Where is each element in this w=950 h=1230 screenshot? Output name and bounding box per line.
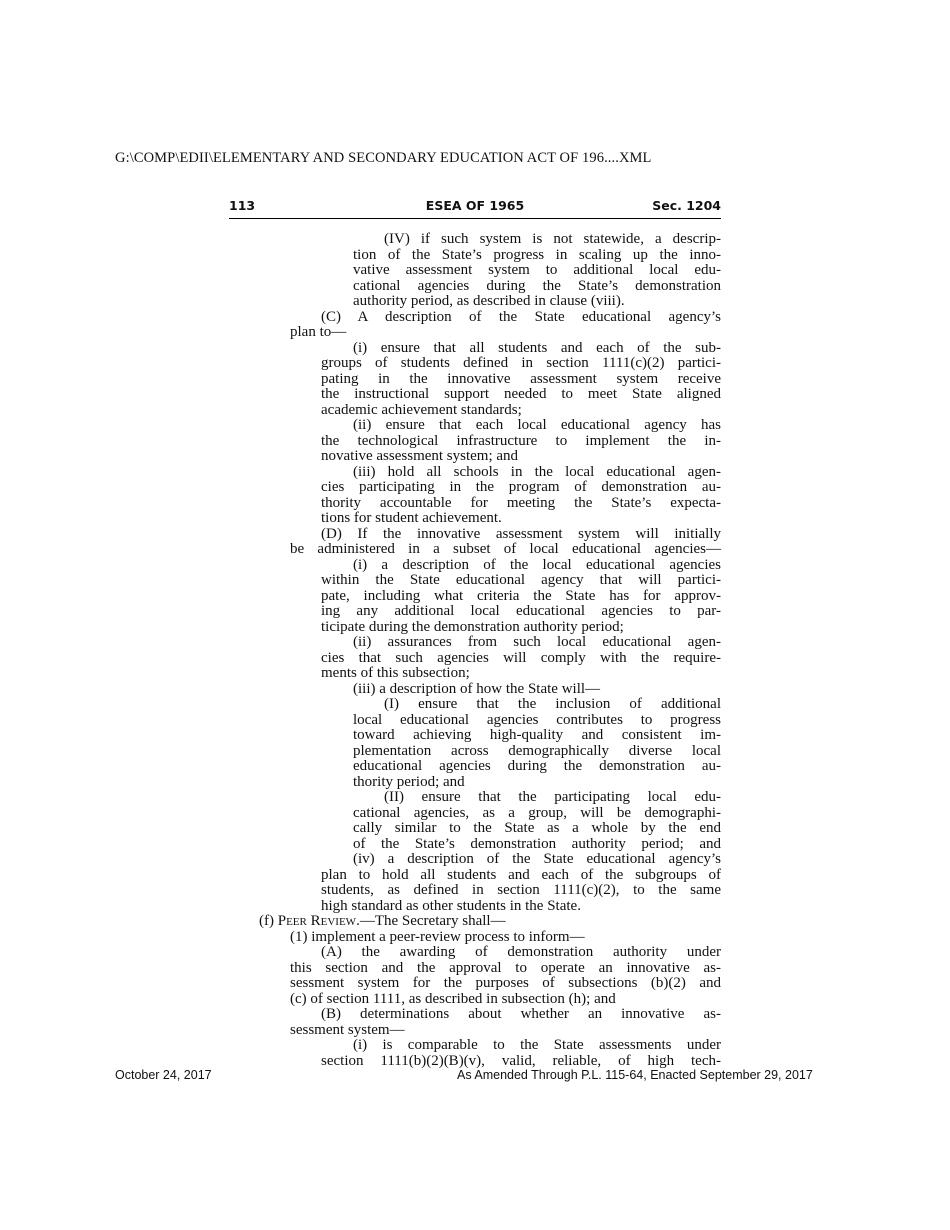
text-line: toward achieving high-quality and consistent im- [353, 727, 721, 743]
text-line: cally similar to the State as a whole by the end [353, 820, 721, 836]
text-line: novative assessment system; and [321, 448, 519, 464]
text-line: educational agencies during the demonstration au- [353, 758, 721, 774]
text-line: ticipate during the demonstration authority period; [321, 618, 624, 635]
running-header [229, 198, 721, 219]
text-line: academic achievement standards; [321, 401, 522, 418]
text-line: tions for student achievement. [321, 510, 502, 526]
text-line: (ii) ensure that each local educational agency has [353, 417, 721, 433]
text-line: cies participating in the program of demonstration au- [321, 479, 721, 495]
text-line: (A) the awarding of demonstration authority under [321, 944, 721, 960]
text-line: (B) determinations about whether an innovative as- [321, 1006, 721, 1022]
text-line: ing any additional local educational agencies to par- [321, 603, 721, 619]
text-line: thority period; and [353, 773, 465, 790]
text-line: ments of this subsection; [321, 665, 470, 681]
text-line: (ii) assurances from such local educational agen- [353, 634, 721, 650]
text-line: (IV) if such system is not statewide, a descrip- [384, 231, 721, 247]
text-line: (D) If the innovative assessment system will initially [321, 525, 721, 542]
text-line: (iii) hold all schools in the local educational agen- [353, 463, 721, 480]
text-line: cational agencies during the State’s demonstration [353, 277, 721, 294]
text-line: (i) ensure that all students and each of the sub- [353, 339, 721, 356]
text-line: plan to hold all students and each of the subgroups of [321, 866, 721, 883]
file-path: G:\COMP\EDII\ELEMENTARY AND SECONDARY EDUCATION ACT OF 196....XML [115, 150, 652, 166]
text-line: local educational agencies contributes to progress [353, 711, 721, 728]
text-line: (1) implement a peer-review process to inform— [290, 928, 585, 945]
section-number: Sec. 1204 [652, 198, 721, 213]
text-line: groups of students defined in section 1111(c)(2) partici- [321, 355, 721, 371]
text-line: (II) ensure that the participating local edu- [384, 789, 721, 805]
text-line: the technological infrastructure to implement the in- [321, 432, 721, 449]
text-line: (i) a description of the local educational agencies [353, 556, 721, 573]
text-line: plementation across demographically diverse local [353, 742, 721, 759]
text-line: cational agencies, as a group, will be demographi- [353, 804, 721, 821]
text-line: plan to— [290, 324, 347, 340]
text-line: thority accountable for meeting the State’s expecta- [321, 494, 721, 511]
subsection-heading: Peer Review [277, 913, 357, 929]
text-line: tion of the State’s progress in scaling up the inno- [353, 246, 721, 263]
text-line: pating in the innovative assessment system receive [321, 370, 721, 387]
text-line: high standard as other students in the State. [321, 897, 581, 914]
statute-text [229, 232, 721, 1069]
page-number: 113 [229, 198, 256, 213]
text-line: (iv) a description of the State educational agency’s [353, 851, 721, 867]
text-line: (iii) a description of how the State will— [353, 680, 601, 697]
text-line: be administered in a subset of local educational agencies— [290, 541, 721, 557]
text-line: sessment system for the purposes of subsections (b)(2) and [290, 975, 721, 991]
footer-amended-note: As Amended Through P.L. 115-64, Enacted September 29, 2017 [457, 1068, 813, 1082]
text-line: (i) is comparable to the State assessments under [353, 1037, 721, 1053]
text-line: students, as defined in section 1111(c)(2), to the same [321, 882, 721, 898]
running-title: ESEA OF 1965 [425, 198, 525, 213]
text-line: sessment system— [290, 1021, 405, 1038]
text-line: section 1111(b)(2)(B)(v), valid, reliable, of high tech- [321, 1052, 721, 1069]
text-line: within the State educational agency that will partici- [321, 572, 721, 588]
footer-date: October 24, 2017 [115, 1068, 212, 1082]
text-line: vative assessment system to additional local edu- [353, 262, 721, 278]
text-line: (I) ensure that the inclusion of additional [384, 696, 721, 712]
text-line: this section and the approval to operate an innovative as- [290, 959, 721, 976]
text-line: pate, including what criteria the State has for approv- [321, 587, 721, 604]
text-line: the instructional support needed to meet State aligned [321, 386, 721, 402]
text-line: of the State’s demonstration authority period; and [353, 835, 721, 852]
text-line: authority period, as described in clause (viii). [353, 293, 625, 309]
text-line: (f) Peer Review.—The Secretary shall— [259, 913, 506, 929]
text-line: (C) A description of the State educational agency’s [321, 308, 721, 325]
text-line: (c) of section 1111, as described in subsection (h); and [290, 990, 616, 1007]
text-line: cies that such agencies will comply with the require- [321, 649, 721, 666]
